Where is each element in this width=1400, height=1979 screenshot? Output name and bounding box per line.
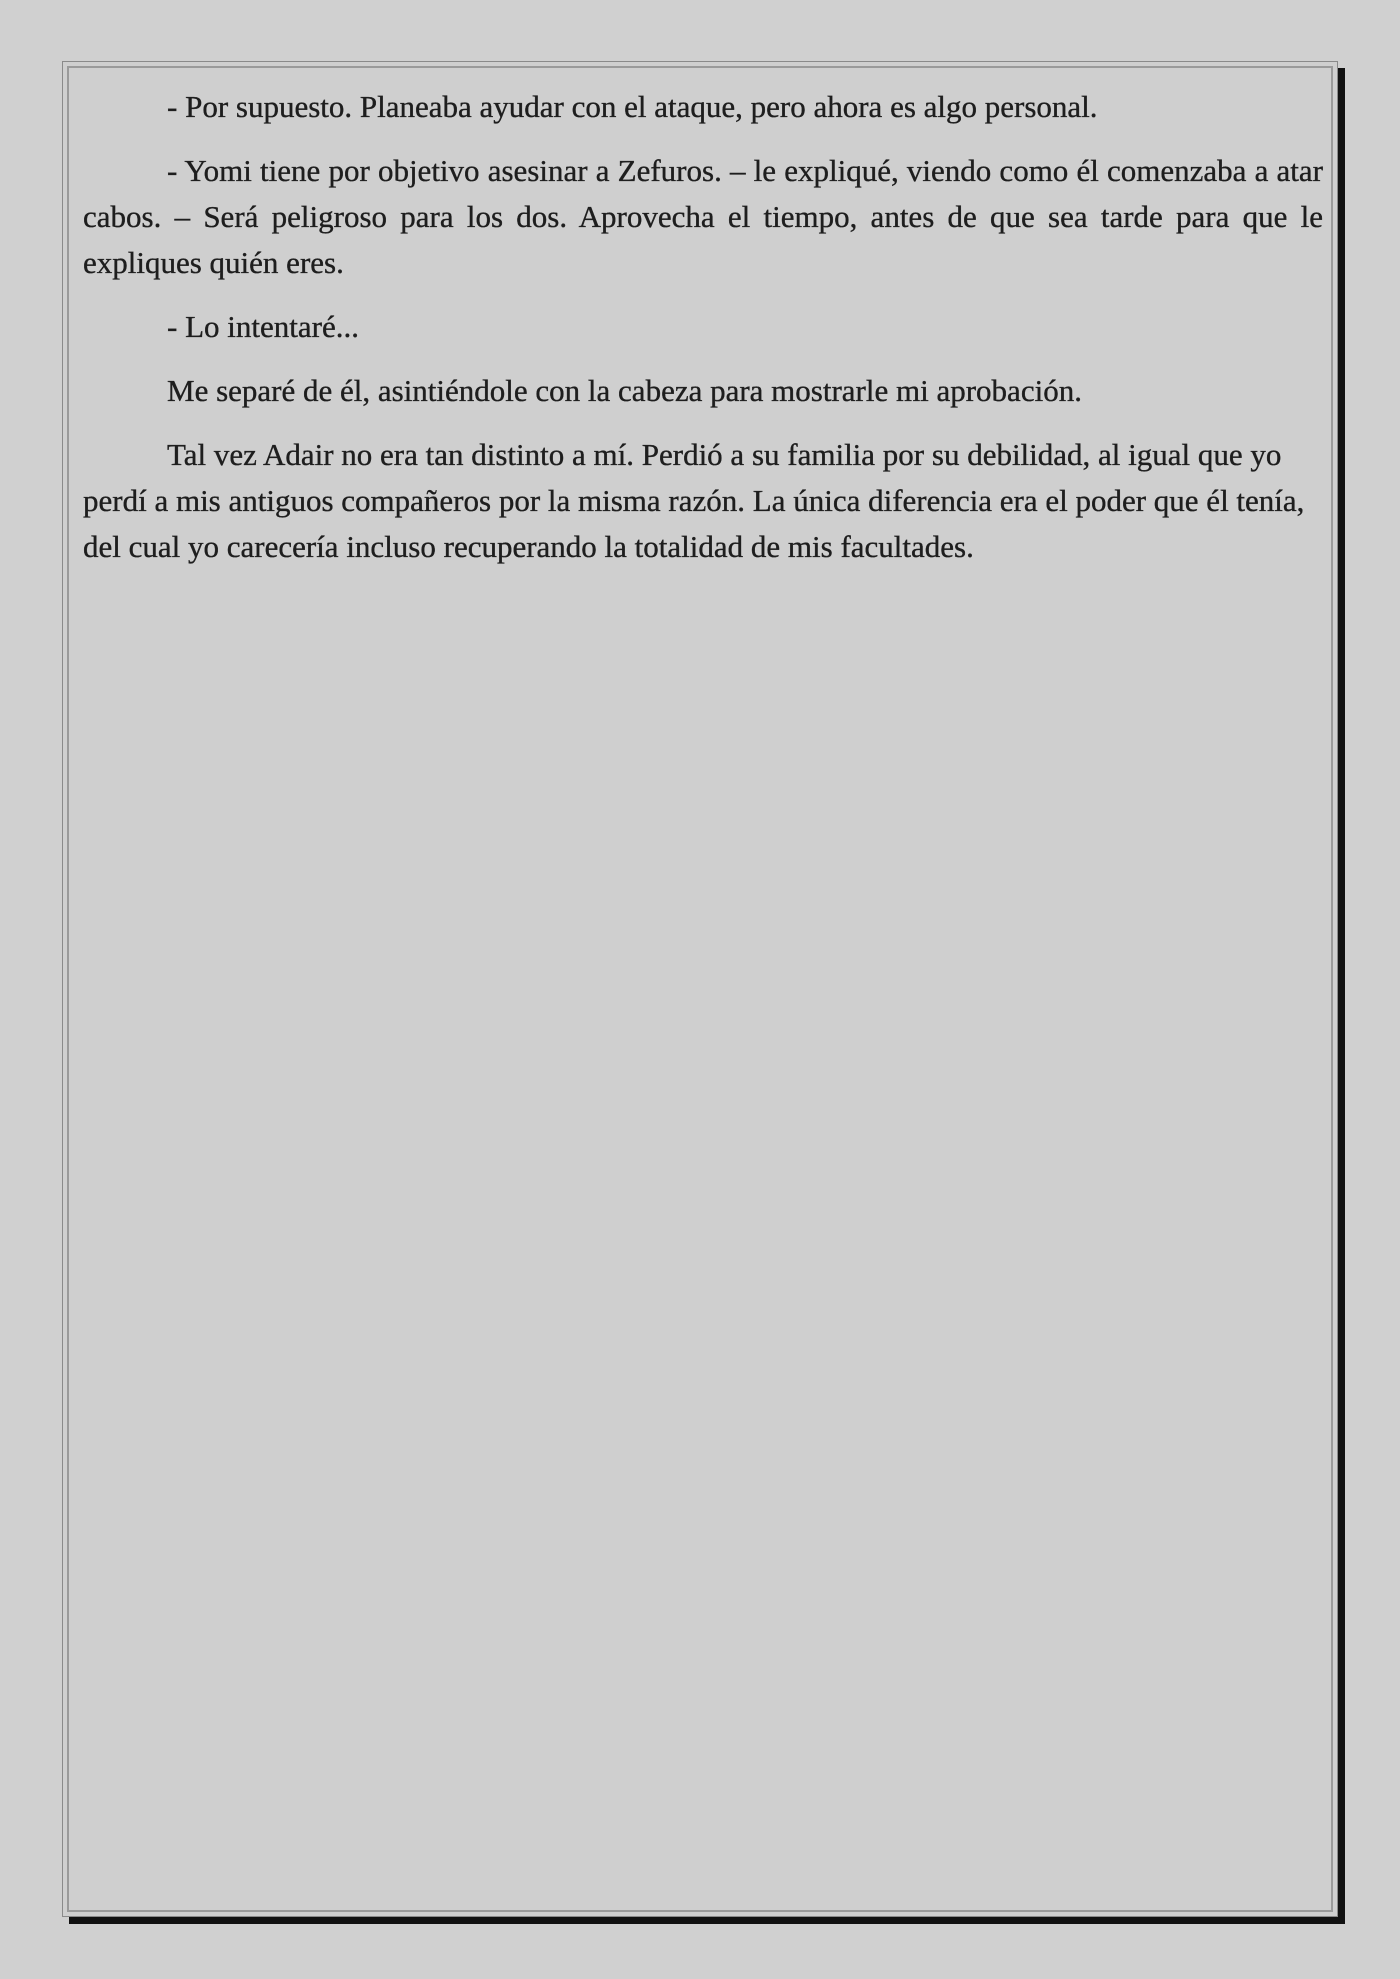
page-frame [62,61,1338,1917]
paragraph-5: Tal vez Adair no era tan distinto a mí. Perdió a su familia por su debilidad, al igual que yo perdí a mis antiguos compañeros por la misma razón. La única diferencia era el poder que él tenía, del cual yo carecería incluso recuperando la totalidad de mis facultades. [83,437,1305,564]
document-body [83,84,1323,588]
paragraph-3: - Lo intentaré... [167,309,359,344]
paragraph-2: - Yomi tiene por objetivo asesinar a Zefuros. – le expliqué, viendo como él comenzaba a atar cabos. – Será peligroso para los dos. Aprovecha el tiempo, antes de que sea tarde para que le expliques quién eres. [83,153,1323,280]
paragraph-4: Me separé de él, asintiéndole con la cabeza para mostrarle mi aprobación. [167,373,1082,408]
paragraph-1: - Por supuesto. Planeaba ayudar con el ataque, pero ahora es algo personal. [167,89,1098,124]
